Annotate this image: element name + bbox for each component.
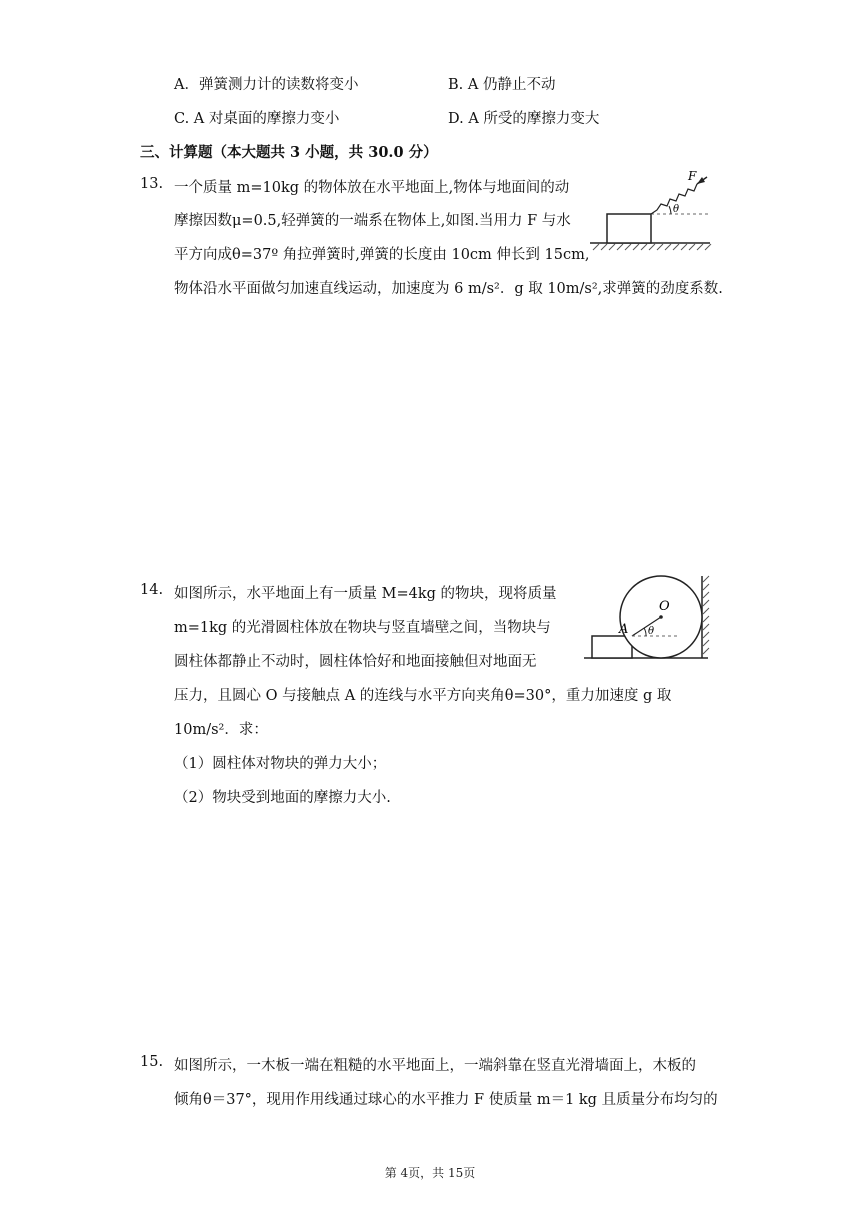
q14-line-4: 压力，且圆心 O 与接触点 A 的连线与水平方向夹角θ=30°，重力加速度 g 取 xyxy=(174,688,672,704)
q14-line-3: 圆柱体都静止不动时，圆柱体恰好和地面接触但对地面无 xyxy=(174,654,537,670)
q13-number: 13. xyxy=(140,176,164,192)
q15-line-2: 倾角θ＝37°，现用作用线通过球心的水平推力 F 使质量 m＝1 kg 且质量分布均匀的 xyxy=(174,1092,718,1108)
q15-number: 15. xyxy=(140,1054,164,1070)
q14-center-label: O xyxy=(659,599,670,614)
option-a: A．弹簧测力计的读数将变小 xyxy=(174,77,359,93)
q13-line-2: 摩擦因数μ=0.5,轻弹簧的一端系在物体上,如图.当用力 F 与水 xyxy=(174,213,571,229)
section-title: 三、计算题（本大题共 3 小题，共 30.0 分） xyxy=(140,144,438,161)
q14-line-2: m=1kg 的光滑圆柱体放在物块与竖直墙壁之间，当物块与 xyxy=(174,620,551,636)
q14-angle-label: θ xyxy=(648,626,655,637)
q13-figure xyxy=(585,166,715,254)
q13-line-3: 平方向成θ=37º 角拉弹簧时,弹簧的长度由 10cm 伸长到 15cm, xyxy=(174,247,590,263)
q14-sub-2: （2）物块受到地面的摩擦力大小. xyxy=(174,790,391,806)
q13-line-1: 一个质量 m=10kg 的物体放在水平地面上,物体与地面间的动 xyxy=(174,180,570,196)
q14-line-5: 10m/s²．求： xyxy=(174,722,268,738)
option-b: B. A 仍静止不动 xyxy=(448,77,556,93)
q14-line-1: 如图所示，水平地面上有一质量 M=4kg 的物块，现将质量 xyxy=(174,586,557,602)
option-c: C. A 对桌面的摩擦力变小 xyxy=(174,111,340,127)
q14-figure xyxy=(582,570,717,664)
q13-line-4: 物体沿水平面做匀加速直线运动，加速度为 6 m/s²．g 取 10m/s²,求弹簧的劲度系数. xyxy=(174,281,723,297)
q14-sub-1: （1）圆柱体对物块的弹力大小； xyxy=(174,756,387,772)
q14-point-label: A xyxy=(619,622,629,637)
q13-angle-label: θ xyxy=(673,204,680,215)
q14-number: 14. xyxy=(140,582,164,598)
page-footer: 第 4页，共 15页 xyxy=(384,1166,476,1180)
q13-force-label: F xyxy=(688,169,697,183)
q15-line-1: 如图所示，一木板一端在粗糙的水平地面上，一端斜靠在竖直光滑墙面上，木板的 xyxy=(174,1058,696,1074)
option-d: D. A 所受的摩擦力变大 xyxy=(448,111,600,127)
